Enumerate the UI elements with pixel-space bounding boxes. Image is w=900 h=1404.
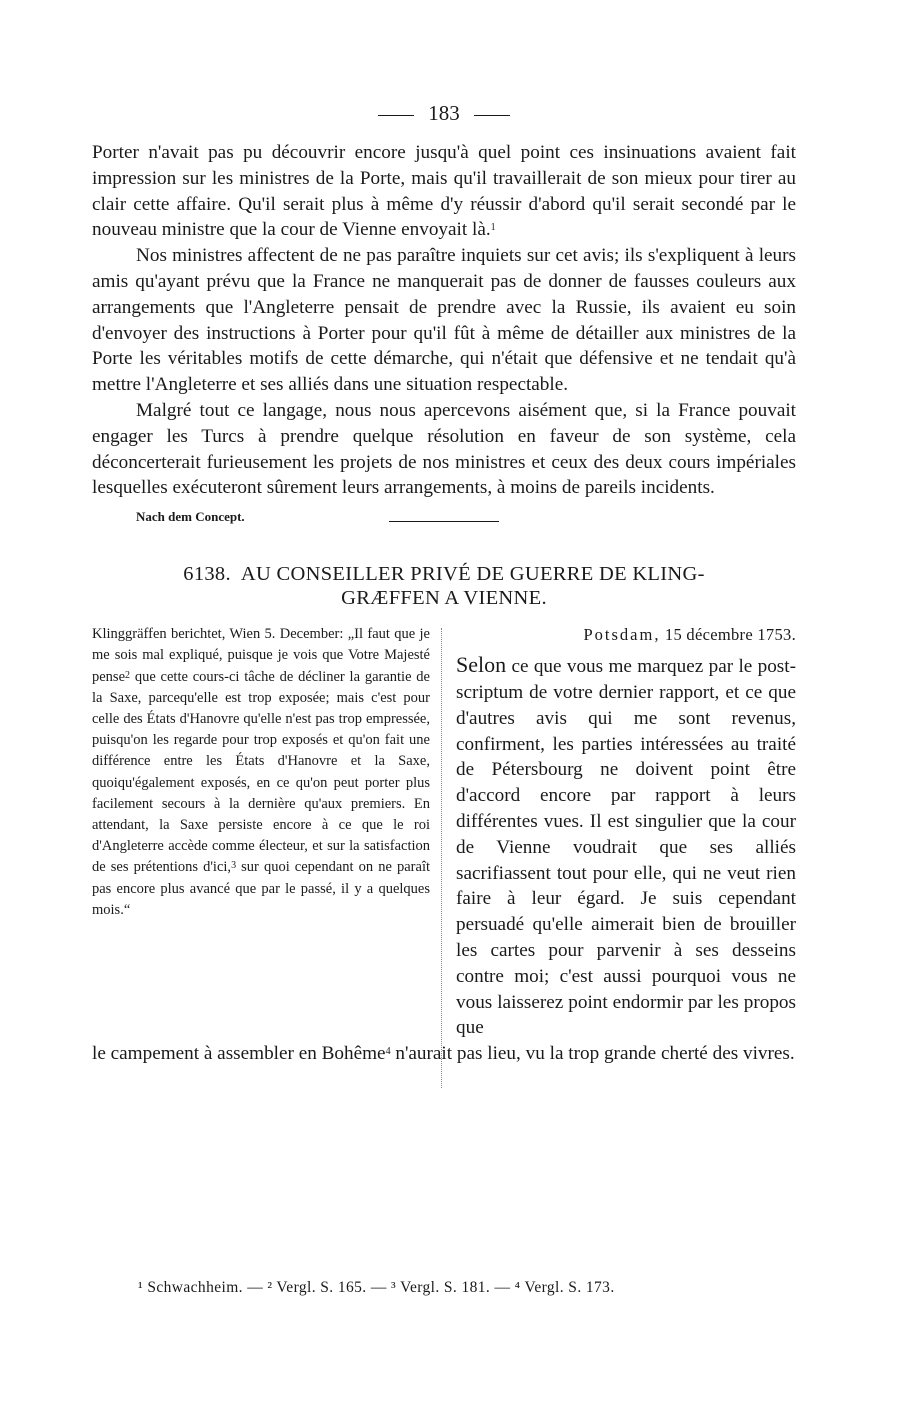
dateline xyxy=(456,624,796,646)
section-heading xyxy=(92,562,796,610)
header-dash-right xyxy=(474,115,510,116)
section-heading-line-1 xyxy=(92,562,796,586)
letter-first-word: Selon xyxy=(456,652,507,678)
paragraph-3: Malgré tout ce langage, nous nous apercevons aisément que, si la France pouvait engager les Turcs à prendre quelque résolution en faveur de son système, cela déconcerterait furieusement les projets de nos ministres et ceux des deux cours impériales lesquelles exécuteront sûrement leurs arrangements, à moins de pareils incidents. xyxy=(92,399,796,499)
report-summary-part-1: Klinggräffen berichtet, Wien 5. December: „Il faut que je me sois mal expliqué, puisque je vois que Votre Majesté pense xyxy=(92,626,430,685)
letter-column xyxy=(456,624,796,1041)
continuation-part-2: n'aurait pas lieu, vu la trop grande cherté des vivres. xyxy=(390,1043,795,1065)
body-text xyxy=(92,140,796,501)
report-summary-part-3: sur quoi cependant on ne paraît pas encore plus avancé que par le passé, il y a quelques mois.“ xyxy=(92,859,430,918)
report-summary-column xyxy=(92,624,430,1041)
footnotes: ¹ Schwachheim. — ² Vergl. S. 165. — ³ Vergl. S. 181. — ⁴ Vergl. S. 173. xyxy=(138,1279,615,1296)
dateline-date: 15 décembre 1753. xyxy=(664,625,796,645)
letter-continuation xyxy=(92,1041,796,1067)
section-title-line-2: GRÆFFEN A VIENNE. xyxy=(341,587,547,610)
page xyxy=(92,96,796,1067)
report-summary-part-2: que cette cours-ci tâche de décliner la garantie de la Saxe, parcequ'elle est trop exposée; mais c'est pour celle des États d'Hanovre qu'elle n'est pas trop empressée, puisqu'on les regarde pour trop exposés et qu'on fait une différence entre les États d'Hanovre et la Saxe, quoiqu'également exposés, en ce qu'on peut porter plus facilement secours à la dernière qu'aux premiers. En attendant, la Saxe persiste encore à ce que le roi d'Angleterre accède comme électeur, et sur la satisfaction de ses prétentions d'ici, xyxy=(92,668,430,876)
dateline-place: Potsdam, xyxy=(583,625,661,645)
letter-body: ce que vous me marquez par le post-scriptum de votre dernier rapport, et ce que d'autres avis qui me sont revenus, confirment, les parties intéressées au traité de Pétersbourg ne doivent point être d'accord encore par rapport à leurs différentes vues. Il est singulier que la cour de Vienne voudrait que ses alliés sacrifiassent tout pour elle, qui ne veut rien faire à leur égard. Je suis cependant persuadé qu'elle aimerait bien de brouiller les cartes pour parvenir à ses desseins contre moi; c'est aussi pourquoi vous ne vous laisserez point endormir par les propos que xyxy=(456,656,796,1039)
paragraph-1 xyxy=(92,140,796,243)
page-number: 183 xyxy=(428,101,460,125)
footnote-ref-4[interactable]: 4 xyxy=(385,1046,391,1058)
column-divider xyxy=(441,628,442,1088)
section-separator xyxy=(389,521,499,522)
header-dash-left xyxy=(378,115,414,116)
footnote-ref-3[interactable]: 3 xyxy=(231,860,237,872)
letter-text xyxy=(456,652,796,1041)
paragraph-1-text: Porter n'avait pas pu découvrir encore jusqu'à quel point ces insinuations avaient fait impression sur les ministres de la Porte, mais qu'il travaillerait de son mieux pour tirer au clair cette affaire. Qu'il serait plus à même d'y réussir d'abord qu'il serait secondé par le nouveau ministre que la cour de Vienne envoyait là. xyxy=(92,142,796,241)
footnote-ref-2[interactable]: 2 xyxy=(125,669,131,681)
footnote-ref-1[interactable]: 1 xyxy=(490,222,496,234)
two-column-area xyxy=(92,624,796,1041)
section-title-line-1: AU CONSEILLER PRIVÉ DE GUERRE DE KLING- xyxy=(240,563,705,586)
continuation-part-1: le campement à assembler en Bohême xyxy=(92,1043,386,1065)
source-note: Nach dem Concept. xyxy=(136,509,245,525)
paragraph-2: Nos ministres affectent de ne pas paraître inquiets sur cet avis; ils s'expliquent à leurs amis qu'ayant prévu que la France ne manquerait pas de donner de fausses couleurs aux arrangements que l'Angleterre pensait de prendre avec la Russie, ils avaient eu soin d'envoyer des instructions à Porter pour qu'il fût à même de détailler aux ministres de la Porte les véritables motifs de cette démarche, qui n'était que défensive et ne tendait qu'à mettre l'Angleterre et ses alliés dans une situation respectable. xyxy=(92,245,796,396)
section-number: 6138. xyxy=(183,563,231,586)
page-header xyxy=(92,96,796,130)
